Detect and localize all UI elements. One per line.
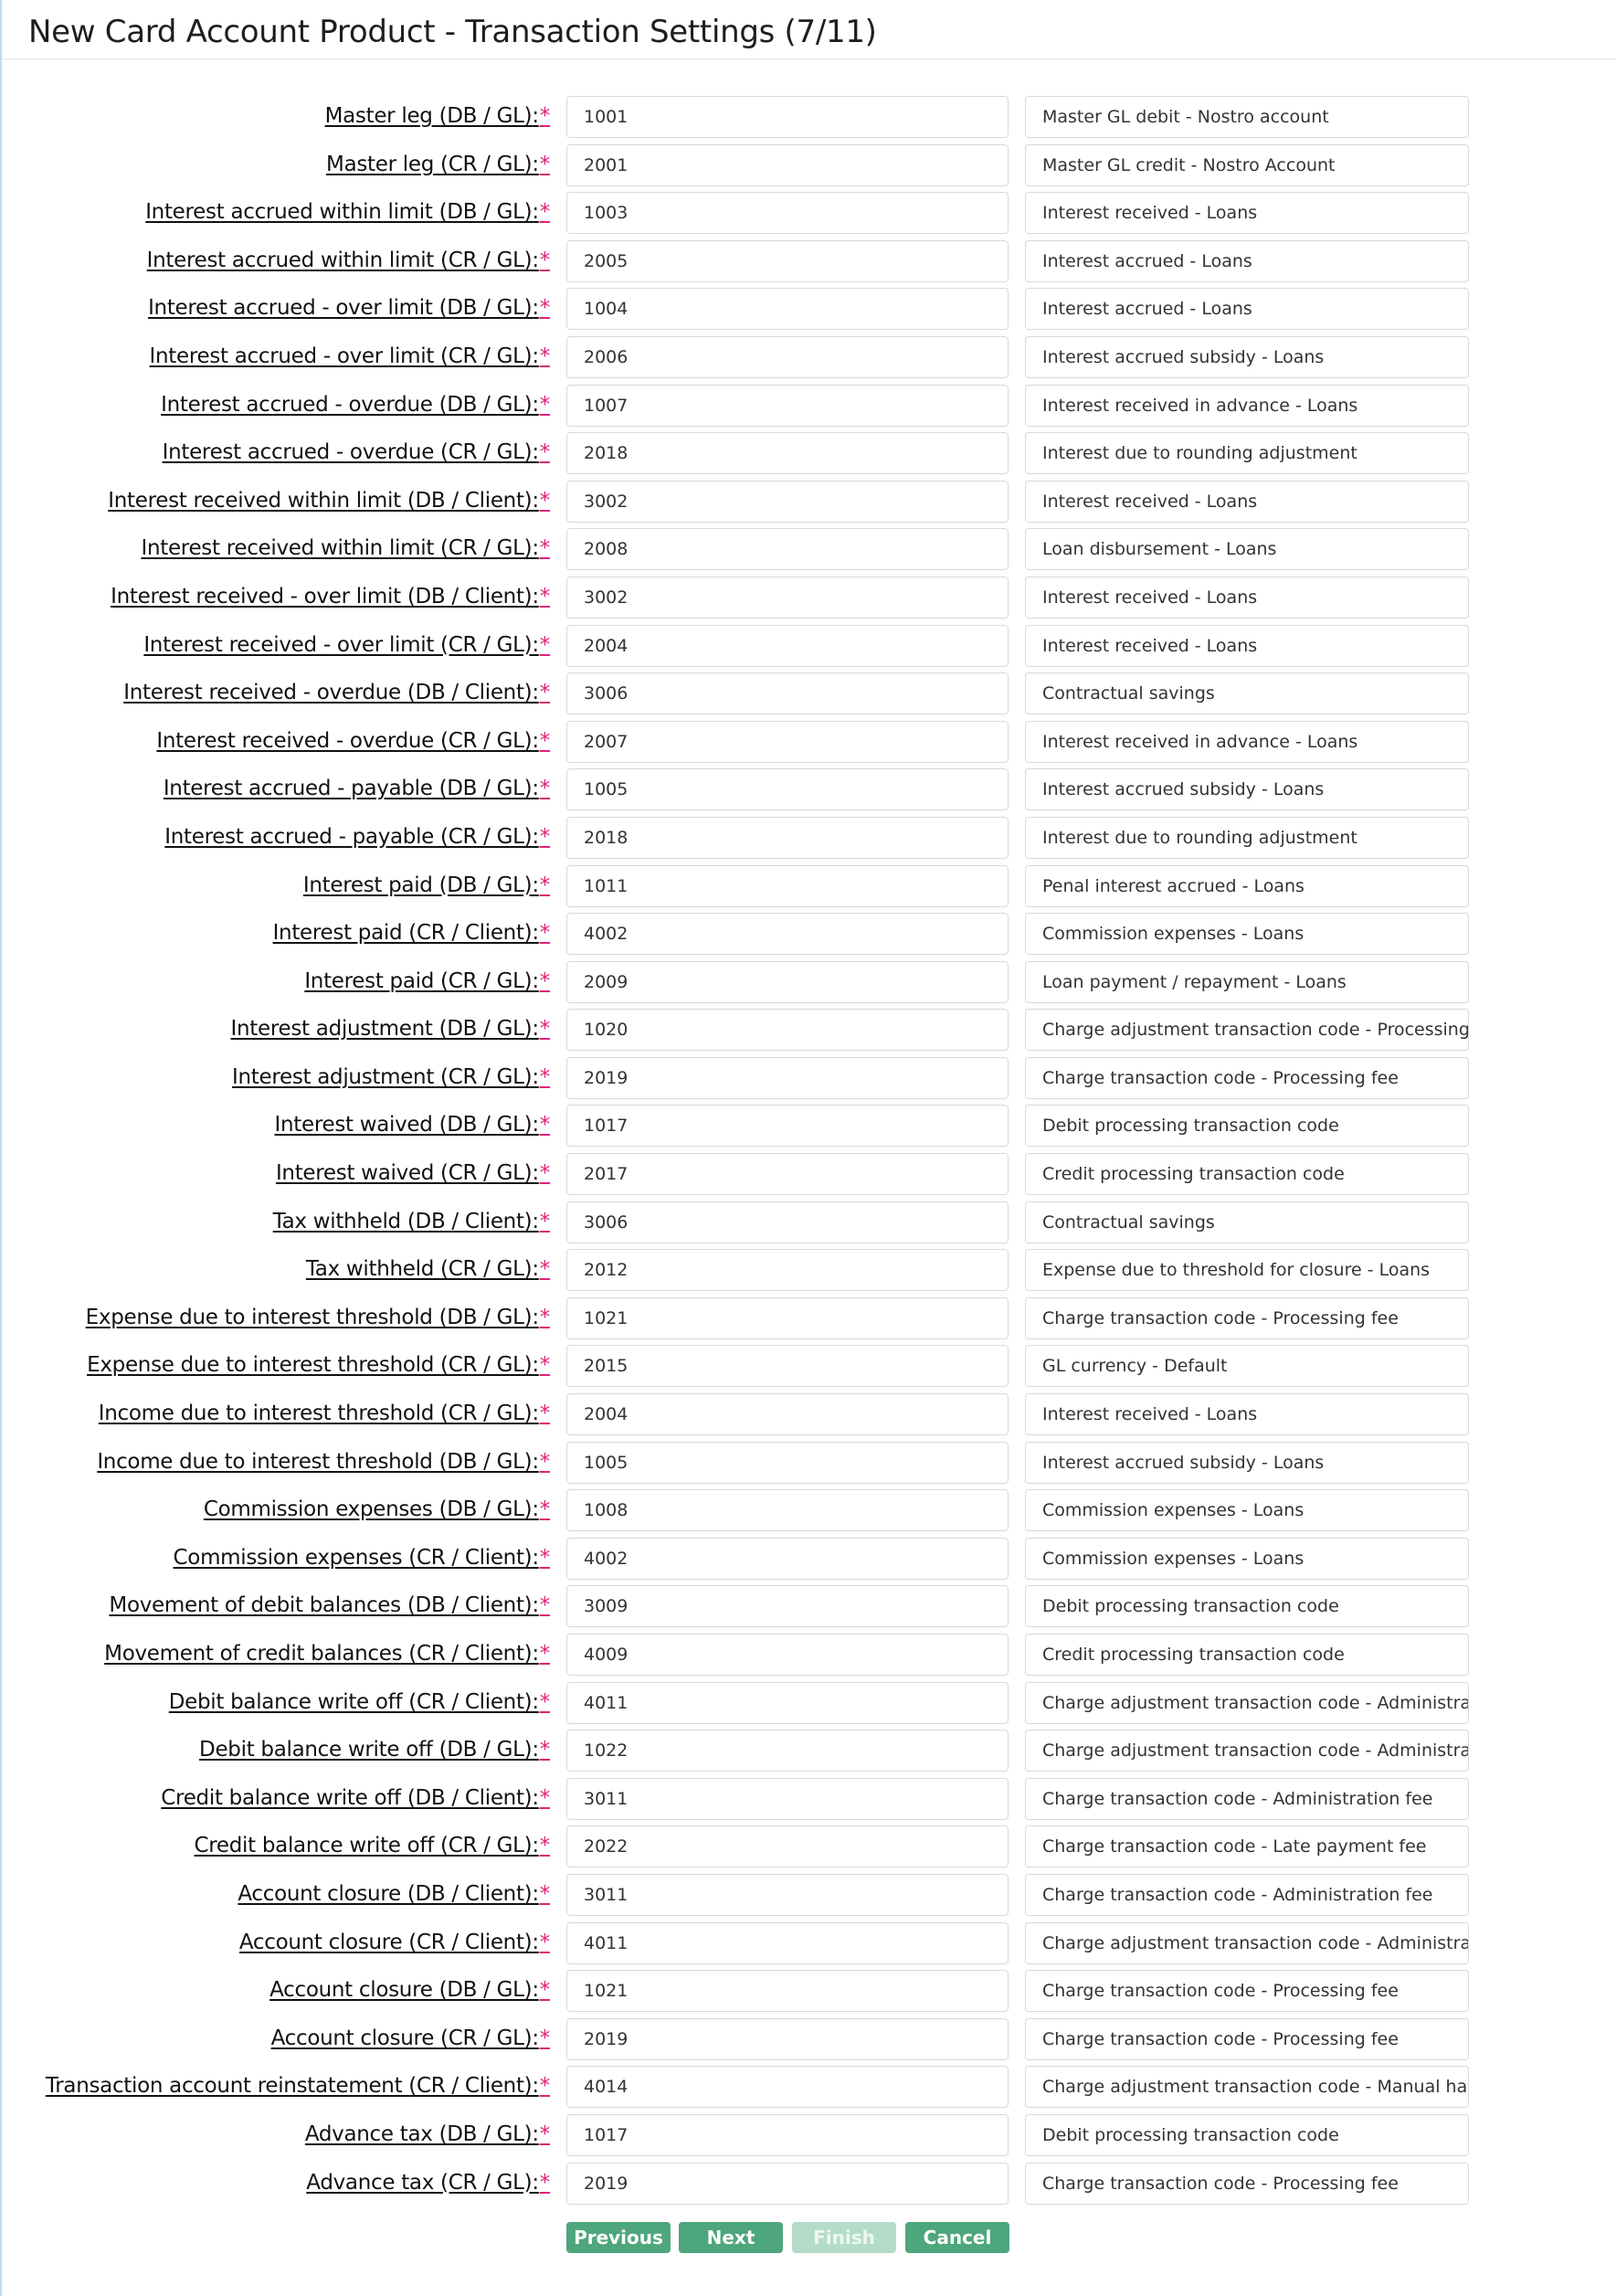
gl-description-field [1025, 1970, 1469, 2012]
gl-description-field [1025, 432, 1469, 474]
gl-description-field [1025, 1345, 1469, 1387]
required-marker: * [539, 1738, 550, 1762]
field-label[interactable] [150, 344, 550, 368]
field-label-text: Tax withheld (DB / Client): [272, 1209, 539, 1233]
page-title: New Card Account Product - Transaction Settings (7/11) [28, 14, 877, 50]
gl-code-input[interactable] [566, 336, 1009, 378]
field-label-text: Interest accrued - over limit (CR / GL): [149, 344, 539, 368]
required-marker: * [539, 1017, 550, 1042]
field-label[interactable] [204, 1497, 550, 1521]
field-label-text: Interest paid (CR / Client): [272, 921, 539, 946]
gl-code-input[interactable] [566, 432, 1009, 474]
field-label-text: Interest waived (CR / GL): [275, 1161, 539, 1186]
gl-code-input[interactable] [566, 625, 1009, 667]
form-row [0, 2112, 1616, 2161]
form-row [0, 238, 1616, 287]
required-marker: * [539, 632, 550, 657]
form-row [0, 1200, 1616, 1248]
gl-code-input[interactable] [566, 1489, 1009, 1531]
gl-code-input[interactable] [566, 385, 1009, 427]
required-marker: * [539, 104, 550, 128]
field-label[interactable] [147, 249, 550, 272]
required-marker: * [539, 1402, 550, 1426]
field-label-text: Interest adjustment (DB / GL): [230, 1017, 539, 1042]
form-row [0, 767, 1616, 815]
gl-description-field [1025, 1057, 1469, 1099]
form-row [0, 1391, 1616, 1440]
required-marker: * [539, 440, 550, 465]
field-label[interactable] [46, 2074, 550, 2098]
field-label-text: Debit balance write off (DB / GL): [199, 1738, 539, 1762]
field-label[interactable] [231, 1017, 550, 1041]
required-marker: * [539, 2074, 550, 2099]
field-label-text: Movement of credit balances (CR / Client): [104, 1642, 539, 1666]
required-marker: * [539, 200, 550, 225]
gl-code-input[interactable] [566, 1153, 1009, 1195]
field-label-text: Interest received within limit (CR / GL): [141, 536, 539, 561]
gl-code-input[interactable] [566, 2066, 1009, 2108]
gl-description-field [1025, 1585, 1469, 1627]
title-divider [2, 58, 1616, 59]
gl-description-field [1025, 1730, 1469, 1772]
required-marker: * [539, 1689, 550, 1714]
required-marker: * [539, 1545, 550, 1570]
field-label-text: Commission expenses (DB / GL): [203, 1497, 539, 1522]
required-marker: * [539, 968, 550, 993]
field-label[interactable] [304, 969, 550, 993]
required-marker: * [539, 1497, 550, 1522]
required-marker: * [539, 1834, 550, 1858]
field-label[interactable] [274, 1113, 550, 1137]
field-label-text: Interest paid (DB / GL): [302, 873, 539, 897]
gl-code-input[interactable] [566, 1682, 1009, 1724]
gl-code-input[interactable] [566, 96, 1009, 138]
gl-description-field [1025, 1442, 1469, 1484]
field-label-text: Credit balance write off (CR / GL): [194, 1834, 539, 1858]
required-marker: * [539, 584, 550, 608]
required-marker: * [539, 728, 550, 753]
gl-code-input[interactable] [566, 721, 1009, 763]
gl-description-field [1025, 2114, 1469, 2156]
gl-description-field [1025, 1922, 1469, 1964]
required-marker: * [539, 824, 550, 849]
field-label-text: Interest received - overdue (DB / Client): [123, 681, 539, 705]
field-label[interactable] [123, 681, 550, 704]
required-marker: * [539, 536, 550, 561]
gl-code-input[interactable] [566, 528, 1009, 570]
required-marker: * [539, 1449, 550, 1474]
gl-description-field [1025, 913, 1469, 955]
gl-description-field [1025, 1153, 1469, 1195]
field-label[interactable] [108, 489, 550, 513]
field-label[interactable] [141, 536, 550, 560]
gl-description-field [1025, 528, 1469, 570]
field-label-text: Transaction account reinstatement (CR / Client): [45, 2074, 539, 2099]
form-row [0, 575, 1616, 623]
gl-code-input[interactable] [566, 240, 1009, 282]
field-label-text: Interest accrued - payable (CR / GL): [164, 824, 539, 849]
gl-description-field [1025, 721, 1469, 763]
field-label-text: Master leg (CR / GL): [326, 152, 539, 176]
field-label[interactable] [326, 153, 550, 176]
gl-description-field [1025, 1682, 1469, 1724]
field-label[interactable] [111, 585, 550, 608]
gl-code-input[interactable] [566, 481, 1009, 523]
form-row [0, 143, 1616, 191]
field-label[interactable] [164, 825, 550, 849]
form-row [0, 2064, 1616, 2112]
form-row [0, 1151, 1616, 1200]
field-label[interactable] [163, 440, 550, 464]
gl-description-field [1025, 1489, 1469, 1531]
form-row [0, 1536, 1616, 1584]
gl-code-input[interactable] [566, 913, 1009, 955]
gl-description-field [1025, 2018, 1469, 2060]
field-label-text: Expense due to interest threshold (CR / GL): [87, 1353, 539, 1378]
gl-code-input[interactable] [566, 288, 1009, 330]
gl-code-input[interactable] [566, 192, 1009, 234]
gl-description-field [1025, 336, 1469, 378]
form-row [0, 623, 1616, 672]
gl-code-input[interactable] [566, 768, 1009, 810]
required-marker: * [539, 392, 550, 417]
gl-description-field [1025, 1009, 1469, 1051]
gl-code-input[interactable] [566, 1874, 1009, 1916]
gl-description-field [1025, 2066, 1469, 2108]
gl-description-field [1025, 1825, 1469, 1867]
field-label-text: Interest accrued - over limit (DB / GL): [148, 296, 539, 321]
gl-code-input[interactable] [566, 1778, 1009, 1820]
gl-code-input[interactable] [566, 817, 1009, 859]
gl-code-input[interactable] [566, 1730, 1009, 1772]
form-row [0, 1776, 1616, 1825]
form-row [0, 1920, 1616, 1969]
gl-description-field [1025, 96, 1469, 138]
gl-description-field [1025, 865, 1469, 907]
form-row [0, 479, 1616, 527]
field-label-text: Account closure (DB / Client): [238, 1881, 539, 1906]
form-row [0, 383, 1616, 431]
field-label-text: Interest received - over limit (DB / Client): [111, 584, 539, 608]
required-marker: * [539, 344, 550, 368]
field-label[interactable] [164, 777, 550, 800]
field-label-text: Commission expenses (CR / Client): [173, 1545, 539, 1570]
form-row [0, 190, 1616, 238]
form-row [0, 1680, 1616, 1729]
gl-description-field [1025, 1778, 1469, 1820]
required-marker: * [539, 873, 550, 897]
field-label[interactable] [273, 1210, 550, 1233]
form-row [0, 1007, 1616, 1055]
gl-description-field [1025, 1105, 1469, 1147]
field-label-text: Interest received within limit (DB / Client): [108, 488, 539, 513]
field-label[interactable] [239, 1931, 550, 1954]
field-label-text: Interest accrued within limit (CR / GL): [146, 248, 539, 272]
field-label[interactable] [161, 1786, 550, 1810]
gl-code-input[interactable] [566, 1057, 1009, 1099]
field-label-text: Advance tax (DB / GL): [304, 2121, 539, 2146]
gl-description-field [1025, 1634, 1469, 1676]
field-label[interactable] [145, 200, 550, 224]
form-row [0, 671, 1616, 719]
gl-description-field [1025, 481, 1469, 523]
field-label[interactable] [104, 1642, 550, 1666]
gl-code-input[interactable] [566, 144, 1009, 186]
gl-description-field [1025, 1538, 1469, 1580]
field-label-text: Advance tax (CR / GL): [306, 2170, 539, 2195]
gl-code-input[interactable] [566, 1585, 1009, 1627]
required-marker: * [539, 2121, 550, 2146]
form-row [0, 815, 1616, 863]
field-label[interactable] [109, 1593, 550, 1617]
required-marker: * [539, 777, 550, 801]
field-label-text: Interest adjustment (CR / GL): [231, 1064, 539, 1089]
field-label[interactable] [143, 633, 550, 657]
gl-description-field [1025, 625, 1469, 667]
field-label-text: Credit balance write off (DB / Client): [161, 1785, 539, 1810]
required-marker: * [539, 296, 550, 321]
form-row [0, 719, 1616, 767]
gl-code-input[interactable] [566, 2163, 1009, 2205]
field-label[interactable] [169, 1690, 550, 1714]
gl-description-field [1025, 240, 1469, 282]
gl-code-input[interactable] [566, 1105, 1009, 1147]
field-label-text: Income due to interest threshold (DB / GL): [97, 1449, 539, 1474]
gl-code-input[interactable] [566, 1393, 1009, 1435]
required-marker: * [539, 1257, 550, 1282]
form-row [0, 1728, 1616, 1776]
gl-code-input[interactable] [566, 1538, 1009, 1580]
gl-code-input[interactable] [566, 1634, 1009, 1676]
field-label[interactable] [148, 296, 550, 320]
form-row [0, 1055, 1616, 1104]
gl-code-input[interactable] [566, 1201, 1009, 1243]
required-marker: * [539, 152, 550, 176]
gl-code-input[interactable] [566, 1249, 1009, 1291]
field-label[interactable] [194, 1834, 550, 1857]
field-label[interactable] [276, 1161, 550, 1185]
field-label[interactable] [325, 104, 550, 128]
gl-code-input[interactable] [566, 1345, 1009, 1387]
form-row [0, 1968, 1616, 2016]
required-marker: * [539, 1305, 550, 1329]
field-label-text: Master leg (DB / GL): [324, 104, 539, 128]
gl-description-field [1025, 817, 1469, 859]
field-label[interactable] [99, 1402, 550, 1425]
required-marker: * [539, 1881, 550, 1906]
field-label[interactable] [232, 1065, 550, 1089]
field-label[interactable] [97, 1450, 550, 1474]
field-label[interactable] [174, 1546, 550, 1570]
gl-description-field [1025, 288, 1469, 330]
form-row [0, 911, 1616, 959]
field-label[interactable] [273, 921, 550, 945]
field-label-text: Interest received - overdue (CR / GL): [156, 728, 539, 753]
form-row [0, 430, 1616, 479]
gl-description-field [1025, 961, 1469, 1003]
field-label-text: Account closure (DB / GL): [269, 1978, 539, 2003]
required-marker: * [539, 1930, 550, 1954]
previous-button[interactable]: Previous [566, 2222, 671, 2253]
gl-code-input[interactable] [566, 577, 1009, 619]
required-marker: * [539, 2026, 550, 2050]
field-label[interactable] [303, 873, 550, 897]
gl-code-input[interactable] [566, 1825, 1009, 1867]
form-row [0, 1632, 1616, 1680]
gl-code-input[interactable] [566, 1297, 1009, 1339]
gl-code-input[interactable] [566, 1009, 1009, 1051]
field-label-text: Interest paid (CR / GL): [304, 968, 539, 993]
field-label-text: Movement of debit balances (DB / Client): [109, 1593, 539, 1618]
field-label[interactable] [269, 1978, 550, 2002]
gl-description-field [1025, 672, 1469, 714]
gl-description-field [1025, 144, 1469, 186]
required-marker: * [539, 1161, 550, 1186]
gl-description-field [1025, 192, 1469, 234]
next-button[interactable]: Next [679, 2222, 783, 2253]
field-label-text: Interest accrued - overdue (CR / GL): [162, 440, 539, 465]
required-marker: * [539, 921, 550, 946]
form-row [0, 959, 1616, 1008]
form-row [0, 2161, 1616, 2209]
field-label-text: Tax withheld (CR / GL): [305, 1257, 539, 1282]
form-row [0, 1487, 1616, 1536]
field-label[interactable] [305, 2122, 550, 2146]
gl-code-input[interactable] [566, 865, 1009, 907]
field-label-text: Interest accrued - overdue (DB / GL): [161, 392, 539, 417]
form-row [0, 334, 1616, 383]
field-label-text: Account closure (CR / Client): [238, 1930, 539, 1954]
form-row [0, 1343, 1616, 1391]
form-row [0, 863, 1616, 912]
gl-description-field [1025, 385, 1469, 427]
form-row [0, 526, 1616, 575]
field-label[interactable] [238, 1882, 550, 1906]
field-label[interactable] [161, 393, 550, 417]
required-marker: * [539, 681, 550, 705]
gl-description-field [1025, 1201, 1469, 1243]
field-label-text: Interest received - over limit (CR / GL): [143, 632, 539, 657]
field-label-text: Debit balance write off (CR / Client): [168, 1689, 539, 1714]
required-marker: * [539, 1064, 550, 1089]
gl-description-field [1025, 1297, 1469, 1339]
gl-code-input[interactable] [566, 1442, 1009, 1484]
gl-code-input[interactable] [566, 672, 1009, 714]
gl-code-input[interactable] [566, 2114, 1009, 2156]
gl-code-input[interactable] [566, 1970, 1009, 2012]
required-marker: * [539, 1785, 550, 1810]
form-row [0, 1247, 1616, 1296]
gl-description-field [1025, 2163, 1469, 2205]
field-label-text: Interest accrued within limit (DB / GL): [145, 200, 539, 225]
form-row [0, 94, 1616, 143]
gl-description-field [1025, 577, 1469, 619]
form-row [0, 286, 1616, 334]
field-label-text: Interest waived (DB / GL): [274, 1113, 539, 1137]
required-marker: * [539, 1113, 550, 1137]
field-label-text: Income due to interest threshold (CR / GL): [98, 1402, 539, 1426]
form-row [0, 1583, 1616, 1632]
gl-description-field [1025, 768, 1469, 810]
field-label[interactable] [271, 2026, 550, 2050]
gl-description-field [1025, 1874, 1469, 1916]
form-row [0, 1824, 1616, 1872]
form-row [0, 1103, 1616, 1151]
required-marker: * [539, 248, 550, 272]
field-label[interactable] [306, 2171, 550, 2195]
form-row [0, 1440, 1616, 1488]
finish-button: Finish [792, 2222, 896, 2253]
gl-description-field [1025, 1249, 1469, 1291]
required-marker: * [539, 2170, 550, 2195]
required-marker: * [539, 1593, 550, 1618]
required-marker: * [539, 488, 550, 513]
field-label-text: Account closure (CR / GL): [270, 2026, 539, 2050]
form-row [0, 1872, 1616, 1920]
gl-code-input[interactable] [566, 961, 1009, 1003]
cancel-button[interactable]: Cancel [905, 2222, 1009, 2253]
field-label[interactable] [86, 1306, 550, 1329]
field-label-text: Expense due to interest threshold (DB / GL): [85, 1305, 539, 1329]
gl-code-input[interactable] [566, 1922, 1009, 1964]
field-label[interactable] [156, 729, 550, 753]
transaction-settings-form [0, 94, 1616, 2208]
required-marker: * [539, 1209, 550, 1233]
form-row [0, 2016, 1616, 2065]
field-label-text: Interest accrued - payable (DB / GL): [163, 777, 539, 801]
required-marker: * [539, 1353, 550, 1378]
form-row [0, 1296, 1616, 1344]
field-label[interactable] [199, 1738, 550, 1762]
gl-description-field [1025, 1393, 1469, 1435]
gl-code-input[interactable] [566, 2018, 1009, 2060]
required-marker: * [539, 1978, 550, 2003]
required-marker: * [539, 1642, 550, 1666]
field-label[interactable] [87, 1353, 550, 1377]
field-label[interactable] [306, 1257, 550, 1281]
